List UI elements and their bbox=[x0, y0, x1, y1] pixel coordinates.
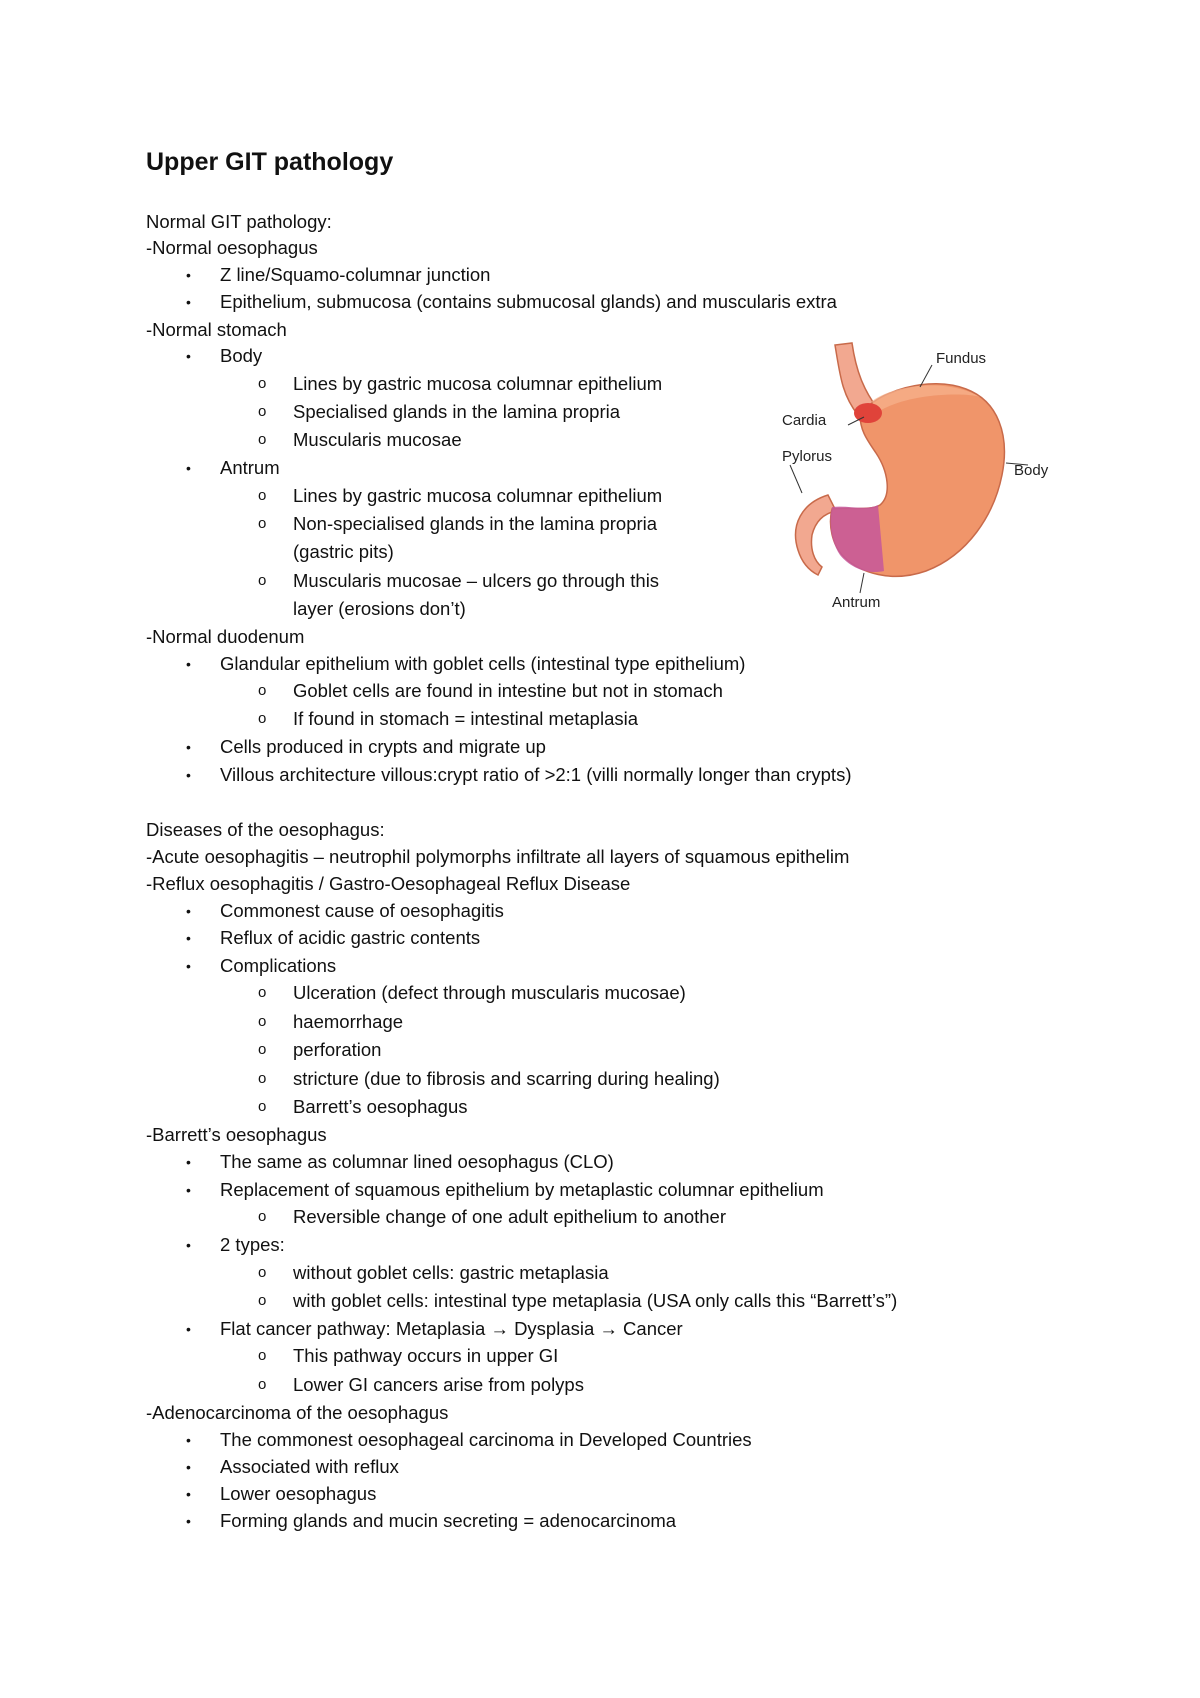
sub-bullet-icon: o bbox=[258, 1041, 267, 1058]
bullet-icon: • bbox=[186, 1432, 191, 1448]
pylorus-label: Pylorus bbox=[782, 448, 833, 465]
bullet-icon: • bbox=[186, 348, 191, 364]
sub-list-item: Muscularis mucosae bbox=[293, 429, 462, 450]
bullet-icon: • bbox=[186, 903, 191, 919]
sub-list-item: haemorrhage bbox=[293, 1011, 404, 1032]
list-item: Glandular epithelium with goblet cells (intestinal type epithelium) bbox=[220, 653, 746, 674]
sub-bullet-icon: o bbox=[258, 1013, 267, 1030]
list-item: Associated with reflux bbox=[220, 1456, 399, 1477]
list-item: Lower oesophagus bbox=[220, 1483, 377, 1504]
sub-bullet-icon: o bbox=[258, 1292, 267, 1309]
document-title: Upper GIT pathology bbox=[146, 148, 394, 176]
sub-bullet-icon: o bbox=[258, 1098, 267, 1115]
sub-list-item: Goblet cells are found in intestine but not in stomach bbox=[293, 680, 723, 701]
sub-list-item: Lines by gastric mucosa columnar epithelium bbox=[293, 373, 663, 394]
sub-bullet-icon: o bbox=[258, 1264, 267, 1281]
sub-list-item: Reversible change of one adult epithelium to another bbox=[293, 1206, 726, 1227]
sub-bullet-icon: o bbox=[258, 1347, 267, 1364]
subheading: -Acute oesophagitis – neutrophil polymorphs infiltrate all layers of squamous epithelim bbox=[146, 846, 850, 867]
duodenum-shape bbox=[796, 495, 836, 575]
list-item: Cells produced in crypts and migrate up bbox=[220, 736, 546, 757]
body-label: Body bbox=[1014, 462, 1049, 479]
list-item: The same as columnar lined oesophagus (CLO) bbox=[220, 1151, 614, 1172]
list-item: Replacement of squamous epithelium by metaplastic columnar epithelium bbox=[220, 1179, 824, 1200]
subheading: -Normal stomach bbox=[146, 319, 287, 340]
sub-list-item: Muscularis mucosae – ulcers go through this bbox=[293, 570, 660, 591]
bullet-icon: • bbox=[186, 1182, 191, 1198]
sub-bullet-icon: o bbox=[258, 515, 267, 532]
sub-bullet-icon: o bbox=[258, 710, 267, 727]
sub-list-item-continued: layer (erosions don’t) bbox=[293, 598, 466, 619]
antrum-label: Antrum bbox=[832, 594, 881, 611]
antrum-region bbox=[830, 505, 884, 572]
sub-bullet-icon: o bbox=[258, 375, 267, 392]
bullet-icon: • bbox=[186, 1154, 191, 1170]
sub-list-item: Barrett’s oesophagus bbox=[293, 1096, 468, 1117]
bullet-icon: • bbox=[186, 1321, 191, 1337]
list-item: Epithelium, submucosa (contains submucosal glands) and muscularis extra bbox=[220, 291, 837, 312]
fundus-label: Fundus bbox=[936, 350, 987, 367]
section-heading: Normal GIT pathology: bbox=[146, 211, 332, 232]
section-heading: Diseases of the oesophagus: bbox=[146, 819, 385, 840]
bullet-icon: • bbox=[186, 1459, 191, 1475]
sub-list-item: This pathway occurs in upper GI bbox=[293, 1345, 559, 1366]
list-item: Complications bbox=[220, 955, 337, 976]
bullet-icon: • bbox=[186, 656, 191, 672]
subheading: -Reflux oesophagitis / Gastro-Oesophageal Reflux Disease bbox=[146, 873, 631, 894]
bullet-icon: • bbox=[186, 1513, 191, 1529]
sub-list-item: Lower GI cancers arise from polyps bbox=[293, 1374, 584, 1395]
stomach-illustration bbox=[780, 335, 1060, 625]
sub-list-item: Specialised glands in the lamina propria bbox=[293, 401, 621, 422]
list-item: Forming glands and mucin secreting = adenocarcinoma bbox=[220, 1510, 677, 1531]
bullet-icon: • bbox=[186, 958, 191, 974]
sub-bullet-icon: o bbox=[258, 1376, 267, 1393]
list-item: Reflux of acidic gastric contents bbox=[220, 927, 481, 948]
sub-bullet-icon: o bbox=[258, 1208, 267, 1225]
sub-list-item: stricture (due to fibrosis and scarring during healing) bbox=[293, 1068, 720, 1089]
sub-bullet-icon: o bbox=[258, 431, 267, 448]
list-item: The commonest oesophageal carcinoma in Developed Countries bbox=[220, 1429, 752, 1450]
bullet-icon: • bbox=[186, 460, 191, 476]
list-item: Z line/Squamo-columnar junction bbox=[220, 264, 491, 285]
sub-list-item: Non-specialised glands in the lamina propria bbox=[293, 513, 658, 534]
subheading: -Adenocarcinoma of the oesophagus bbox=[146, 1402, 449, 1423]
bullet-icon: • bbox=[186, 739, 191, 755]
sub-bullet-icon: o bbox=[258, 1070, 267, 1087]
sub-bullet-icon: o bbox=[258, 572, 267, 589]
bullet-icon: • bbox=[186, 1486, 191, 1502]
bullet-icon: • bbox=[186, 930, 191, 946]
sub-list-item: with goblet cells: intestinal type metaplasia (USA only calls this “Barrett’s”) bbox=[293, 1290, 898, 1311]
sub-list-item: Lines by gastric mucosa columnar epithelium bbox=[293, 485, 663, 506]
subheading: -Normal duodenum bbox=[146, 626, 305, 647]
list-item: Commonest cause of oesophagitis bbox=[220, 900, 504, 921]
list-item: Flat cancer pathway: Metaplasia → Dysplasia → Cancer bbox=[220, 1318, 683, 1339]
sub-bullet-icon: o bbox=[258, 487, 267, 504]
sub-list-item: If found in stomach = intestinal metaplasia bbox=[293, 708, 639, 729]
subheading: -Barrett’s oesophagus bbox=[146, 1124, 327, 1145]
antrum-leader bbox=[860, 573, 864, 593]
subheading: -Normal oesophagus bbox=[146, 237, 318, 258]
sub-list-item: without goblet cells: gastric metaplasia bbox=[293, 1262, 609, 1283]
bullet-icon: • bbox=[186, 294, 191, 310]
sub-bullet-icon: o bbox=[258, 403, 267, 420]
stomach-diagram bbox=[780, 335, 1060, 625]
sub-bullet-icon: o bbox=[258, 682, 267, 699]
sub-bullet-icon: o bbox=[258, 984, 267, 1001]
bullet-icon: • bbox=[186, 1237, 191, 1253]
pylorus-leader bbox=[790, 465, 802, 493]
sub-list-item: perforation bbox=[293, 1039, 382, 1060]
sub-list-item-continued: (gastric pits) bbox=[293, 541, 394, 562]
cardia-label: Cardia bbox=[782, 412, 827, 429]
list-item: Body bbox=[220, 345, 263, 366]
list-item: Antrum bbox=[220, 457, 280, 478]
list-item: Villous architecture villous:crypt ratio of >2:1 (villi normally longer than crypts) bbox=[220, 764, 852, 785]
list-item: 2 types: bbox=[220, 1234, 285, 1255]
bullet-icon: • bbox=[186, 767, 191, 783]
bullet-icon: • bbox=[186, 267, 191, 283]
sub-list-item: Ulceration (defect through muscularis mucosae) bbox=[293, 982, 686, 1003]
